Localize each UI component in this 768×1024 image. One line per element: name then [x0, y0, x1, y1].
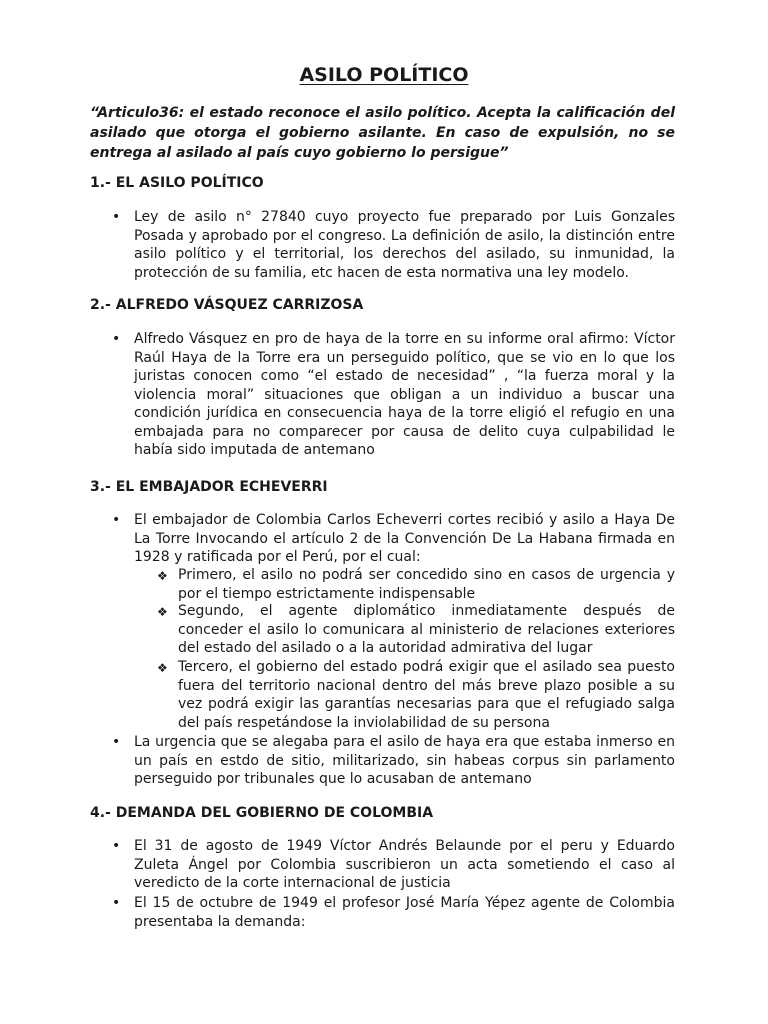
bullet-icon: • — [112, 331, 121, 347]
section-heading-2: 2.- ALFREDO VÁSQUEZ CARRIZOSA — [90, 297, 364, 313]
section-heading-1: 1.- EL ASILO POLÍTICO — [90, 175, 264, 191]
list-item: El 31 de agosto de 1949 Víctor Andrés Belaunde por el peru y Eduardo Zuleta Ángel por Colombia suscribieron un acta sometiendo el caso al veredicto de la corte internacional de justicia — [134, 838, 675, 891]
bullet-icon: • — [112, 895, 121, 911]
sub-list-item: Segundo, el agente diplomático inmediatamente después de conceder el asilo lo comunicara al ministerio de relaciones exteriores del estado del asilado o a la autoridad admirativa del lugar — [178, 603, 675, 656]
document-title: ASILO POLÍTICO — [299, 64, 469, 86]
list-item: La urgencia que se alegaba para el asilo de haya era que estaba inmerso en un país en estdo de sitio, militarizado, sin habeas corpus sin parlamento perseguido por tribunales que lo acusaban de antemano — [134, 734, 675, 787]
bullet-icon: • — [112, 209, 121, 225]
sub-list-item: Primero, el asilo no podrá ser concedido sino en casos de urgencia y por el tiempo estrictamente indispensable — [178, 567, 675, 602]
diamond-bullet-icon: ❖ — [157, 569, 168, 583]
list-item: El embajador de Colombia Carlos Echeverri cortes recibió y asilo a Haya De La Torre Invocando el artículo 2 de la Convención De La Habana firmada en 1928 y ratificada por el Perú, por el cual: — [134, 512, 675, 565]
diamond-bullet-icon: ❖ — [157, 661, 168, 675]
section-heading-3: 3.- EL EMBAJADOR ECHEVERRI — [90, 479, 328, 495]
bullet-icon: • — [112, 512, 121, 528]
article-quote: “Articulo36: el estado reconoce el asilo político. Acepta la calificación del asilado que otorga el gobierno asilante. En caso de expulsión, no se entrega al asilado al país cuyo gobierno lo persigue” — [90, 105, 675, 161]
sub-list-item: Tercero, el gobierno del estado podrá exigir que el asilado sea puesto fuera del territorio nacional dentro del más breve plazo posible a su vez podrá exigir las garantías necesarias para que el refugiado salga del país respetándose la inviolabilidad de su persona — [178, 659, 675, 731]
diamond-bullet-icon: ❖ — [157, 605, 168, 619]
bullet-icon: • — [112, 838, 121, 854]
list-item: Alfredo Vásquez en pro de haya de la torre en su informe oral afirmo: Víctor Raúl Haya de la Torre era un perseguido político, que se vio en lo que los juristas conocen como “el estado de necesidad” , “la fuerza moral y la violencia moral” situaciones que obligan a un individuo a buscar una condición jurídica en consecuencia haya de la torre eligió el refugio en una embajada para no comparecer por causa de delito cuya culpabilidad le había sido imputada de antemano — [134, 331, 675, 458]
section-heading-4: 4.- DEMANDA DEL GOBIERNO DE COLOMBIA — [90, 805, 434, 821]
bullet-icon: • — [112, 734, 121, 750]
list-item: El 15 de octubre de 1949 el profesor José María Yépez agente de Colombia presentaba la demanda: — [134, 895, 675, 930]
list-item: Ley de asilo n° 27840 cuyo proyecto fue preparado por Luis Gonzales Posada y aprobado por el congreso. La definición de asilo, la distinción entre asilo político y el territorial, los derechos del asilado, su inmunidad, la protección de su familia, etc hacen de esta normativa una ley modelo. — [134, 209, 675, 281]
